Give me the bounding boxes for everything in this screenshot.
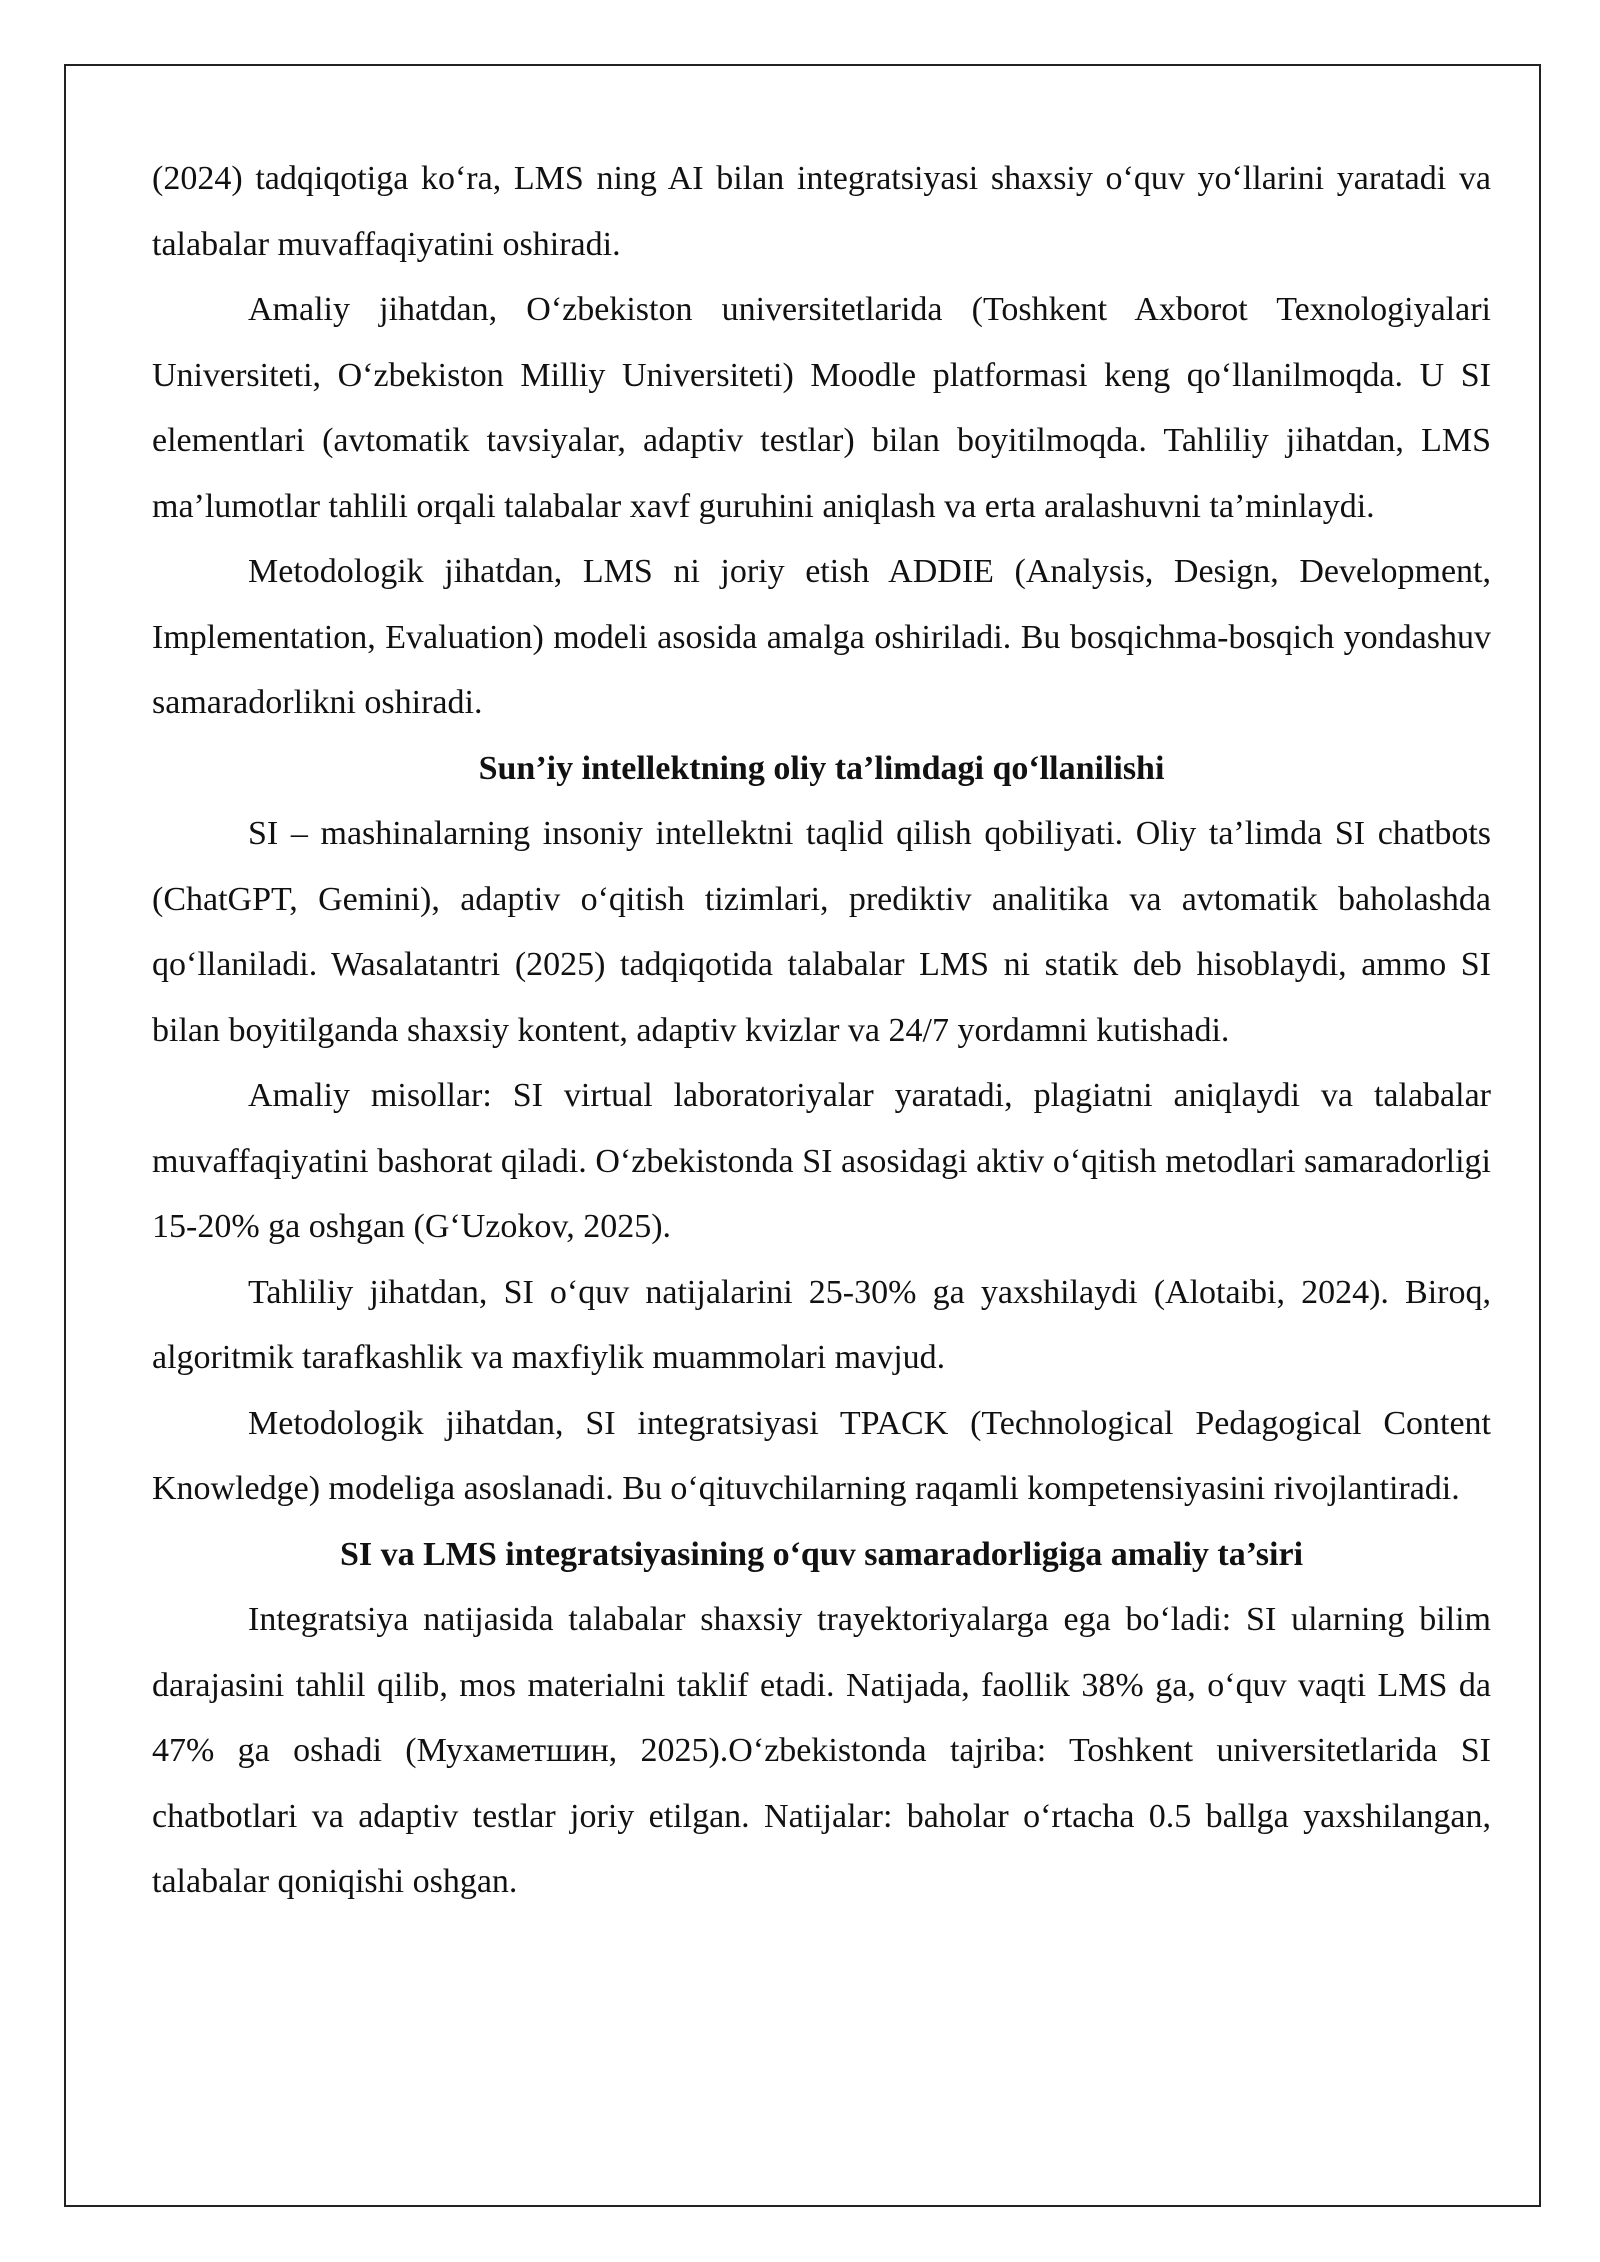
paragraph-ai-definition: SI – mashinalarning insoniy intellektni taqlid qilish qobiliyati. Oliy ta’limda SI chatbots (ChatGPT, Gemini), adaptiv o‘qitish tizimlari, prediktiv analitika va avtomatik baholashda qo‘llaniladi. Wasalatantri (2025) tadqiqotida talabalar LMS ni statik deb hisoblaydi, ammo SI bilan boyitilganda shaxsiy kontent, adaptiv kvizlar va 24/7 yordamni kutishadi. [152,815,1491,1049]
section-heading-ai-in-higher-education: Sun’iy intellektning oliy ta’limdagi qo‘llanilishi [478,749,1165,787]
paragraph-ai-methodology: Metodologik jihatdan, SI integratsiyasi TPACK (Technological Pedagogical Content Knowledge) modeliga asoslanadi. Bu o‘qituvchilarning raqamli kompetensiyasini rivojlantiradi. [152,1404,1491,1507]
section-heading-ai-lms-integration: SI va LMS integratsiyasining o‘quv samaradorligiga amaliy ta’siri [339,1535,1304,1573]
document-body [152,146,1491,1915]
paragraph-integration-results: Integratsiya natijasida talabalar shaxsiy trayektoriyalarga ega bo‘ladi: SI ularning bilim darajasini tahlil qilib, mos materialni taklif etadi. Natijada, faollik 38% ga, o‘quv vaqti LMS da 47% ga oshadi (Мухаметшин, 2025).O‘zbekistonda tajriba: Toshkent universitetlarida SI chatbotlari va adaptiv testlar joriy etilgan. Natijalar: baholar o‘rtacha 0.5 ballga yaxshilangan, talabalar qoniqishi oshgan. [152,1601,1491,1900]
paragraph-methodological: Metodologik jihatdan, LMS ni joriy etish ADDIE (Analysis, Design, Development, Implementation, Evaluation) modeli asosida amalga oshiriladi. Bu bosqichma-bosqich yondashuv samaradorlikni oshiradi. [152,553,1491,721]
paragraph-practical: Amaliy jihatdan, O‘zbekiston universitetlarida (Toshkent Axborot Texnologiyalari Universiteti, O‘zbekiston Milliy Universiteti) Moodle platformasi keng qo‘llanilmoqda. U SI elementlari (avtomatik tavsiyalar, adaptiv testlar) bilan boyitilmoqda. Tahliliy jihatdan, LMS ma’lumotlar tahlili orqali talabalar xavf guruhini aniqlash va erta aralashuvni ta’minlaydi. [152,291,1491,525]
paragraph-ai-examples: Amaliy misollar: SI virtual laboratoriyalar yaratadi, plagiatni aniqlaydi va talabalar muvaffaqiyatini bashorat qiladi. O‘zbekistonda SI asosidagi aktiv o‘qitish metodlari samaradorligi 15-20% ga oshgan (G‘Uzokov, 2025). [152,1077,1491,1245]
paragraph-ai-analysis: Tahliliy jihatdan, SI o‘quv natijalarini 25-30% ga yaxshilaydi (Alotaibi, 2024). Biroq, algoritmik tarafkashlik va maxfiylik muammolari mavjud. [152,1273,1491,1376]
paragraph-continuation: (2024) tadqiqotiga ko‘ra, LMS ning AI bilan integratsiyasi shaxsiy o‘quv yo‘llarini yaratadi va talabalar muvaffaqiyatini oshiradi. [152,160,1491,263]
